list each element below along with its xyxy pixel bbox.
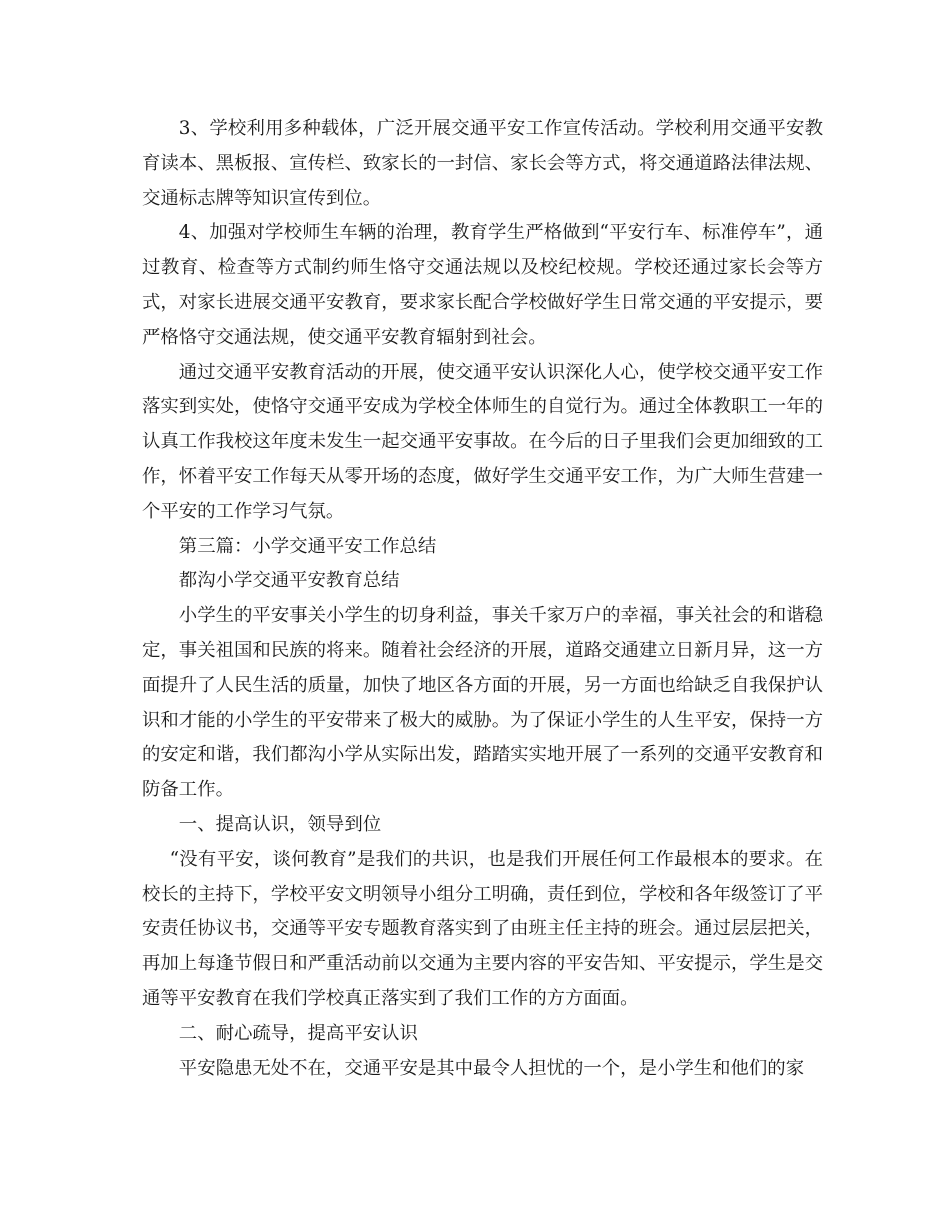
subheading-one: 一、提高认识，领导到位 <box>178 813 382 835</box>
subheading-two: 二、耐心疏导，提高平安认识 <box>178 1022 418 1044</box>
paragraph-1: 3、学校利用多种载体，广泛开展交通平安工作宣传活动。学校利用交通平安教育读本、黑板报、宣传栏、致家长的一封信、家长会等方式，将交通道路法律法规、交通标志牌等知识宣传到位。 <box>142 118 823 209</box>
paragraph-6: 平安隐患无处不在，交通平安是其中最令人担忧的一个，是小学生和他们的家 <box>178 1057 805 1079</box>
document-body <box>142 112 823 1086</box>
section-subtitle: 都沟小学交通平安教育总结 <box>178 570 400 592</box>
paragraph-2: 4、加强对学校师生车辆的治理，教育学生严格做到“平安行车、标准停车”，通过教育、检查等方式制约师生恪守交通法规以及校纪校规。学校还通过家长会等方式，对家长进展交通平安教育，要求家长配合学校做好学生日常交通的平安提示，要严格恪守交通法规，使交通平安教育辐射到社会。 <box>142 222 823 348</box>
section-heading-third: 第三篇：小学交通平安工作总结 <box>178 535 437 557</box>
paragraph-4: 小学生的平安事关小学生的切身利益，事关千家万户的幸福，事关社会的和谐稳定，事关祖国和民族的将来。随着社会经济的开展，道路交通建立日新月异，这一方面提升了人民生活的质量，加快了地区各方面的开展，另一方面也给缺乏自我保护认识和才能的小学生的平安带来了极大的威胁。为了保证小学生的人生平安，保持一方的安定和谐，我们都沟小学从实际出发，踏踏实实地开展了一系列的交通平安教育和防备工作。 <box>142 605 823 801</box>
paragraph-5: “没有平安，谈何教育”是我们的共识，也是我们开展任何工作最根本的要求。在校长的主持下，学校平安文明领导小组分工明确，责任到位，学校和各年级签订了平安责任协议书，交通等平安专题教育落实到了由班主任主持的班会。通过层层把关，再加上每逢节假日和严重活动前以交通为主要内容的平安告知、平安提示，学生是交通等平安教育在我们学校真正落实到了我们工作的方方面面。 <box>142 848 823 1009</box>
paragraph-3: 通过交通平安教育活动的开展，使交通平安认识深化人心，使学校交通平安工作落实到实处，使恪守交通平安成为学校全体师生的自觉行为。通过全体教职工一年的认真工作我校这年度未发生一起交通平安事故。在今后的日子里我们会更加细致的工作，怀着平安工作每天从零开场的态度，做好学生交通平安工作，为广大师生营建一个平安的工作学习气氛。 <box>142 361 823 522</box>
